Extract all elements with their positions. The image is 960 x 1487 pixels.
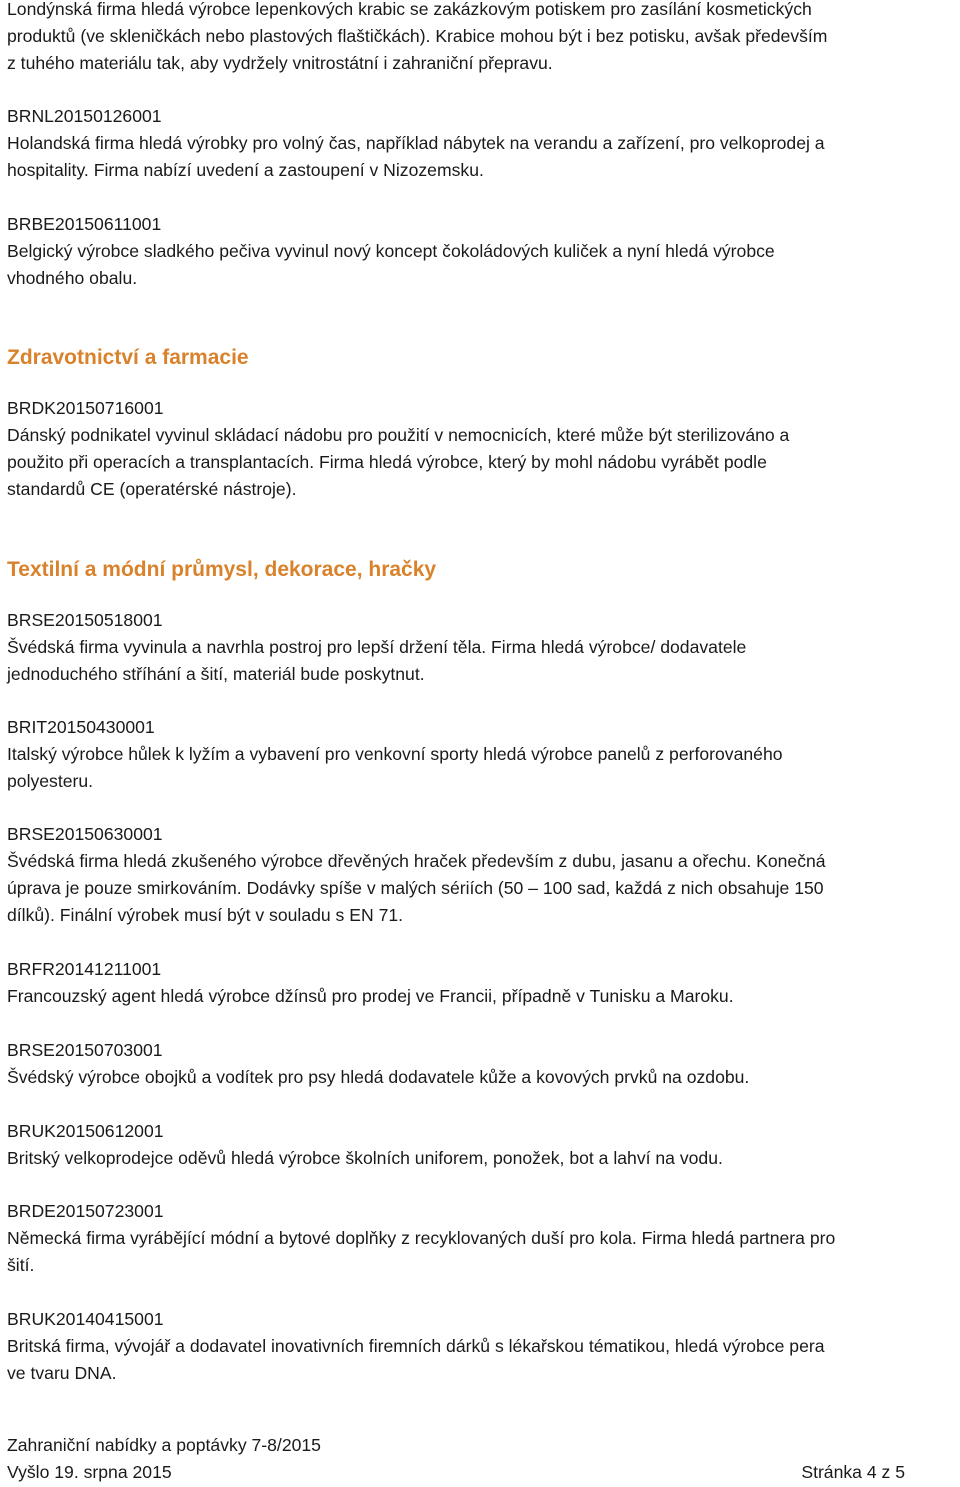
publication-date: Vyšlo 19. srpna 2015 <box>7 1462 172 1482</box>
offer-id: BRUK20150612001 <box>7 1121 164 1141</box>
text-line: jednoduchého stříhání a šití, materiál bude poskytnut. <box>7 664 425 684</box>
text-line: Holandská firma hledá výrobky pro volný čas, například nábytek na verandu a zařízení, pro velkoprodej a <box>7 133 825 153</box>
text-line: použito při operacích a transplantacích. Firma hledá výrobce, který by mohl nádobu vyrábět podle <box>7 452 767 472</box>
offer-entry <box>7 821 957 929</box>
offer-id: BRUK20140415001 <box>7 1309 164 1329</box>
text-line: polyesteru. <box>7 771 94 791</box>
offer-entry <box>7 607 957 688</box>
text-line: vhodného obalu. <box>7 268 138 288</box>
text-line: Britský velkoprodejce oděvů hledá výrobce školních uniforem, ponožek, bot a lahví na vodu. <box>7 1148 723 1168</box>
page-number: Stránka 4 z 5 <box>801 1462 905 1482</box>
offer-id: BRIT20150430001 <box>7 717 155 737</box>
offer-id: BRBE20150611001 <box>7 214 162 234</box>
text-line: Britská firma, vývojář a dodavatel inovativních firemních dárků s lékařskou tématikou, hledá výrobce pera <box>7 1336 825 1356</box>
offer-id: BRSE20150703001 <box>7 1040 163 1060</box>
offer-id: BRDK20150716001 <box>7 398 164 418</box>
text-line: Švédský výrobce obojků a vodítek pro psy hledá dodavatele kůže a kovových prvků na ozdobu. <box>7 1067 750 1087</box>
offer-id: BRSE20150630001 <box>7 824 163 844</box>
text-line: Italský výrobce hůlek k lyžím a vybavení pro venkovní sporty hledá výrobce panelů z perforovaného <box>7 744 783 764</box>
offer-entry <box>7 1118 957 1172</box>
offer-id: BRDE20150723001 <box>7 1201 164 1221</box>
text-line: Belgický výrobce sladkého pečiva vyvinul nový koncept čokoládových kuliček a nyní hledá výrobce <box>7 241 775 261</box>
text-line: šití. <box>7 1255 35 1275</box>
text-line: Francouzský agent hledá výrobce džínsů pro prodej ve Francii, případně v Tunisku a Maroku. <box>7 986 734 1006</box>
text-line: Švédská firma vyvinula a navrhla postroj pro lepší držení těla. Firma hledá výrobce/ dodavatele <box>7 637 747 657</box>
section-heading: Zdravotnictví a farmacie <box>7 346 249 369</box>
text-line: z tuhého materiálu tak, aby vydržely vnitrostátní i zahraniční přepravu. <box>7 53 553 73</box>
offer-entry <box>7 1198 957 1279</box>
text-line: Německá firma vyrábějící módní a bytové doplňky z recyklovaných duší pro kola. Firma hledá partnera pro <box>7 1228 836 1248</box>
text-line: hospitality. Firma nabízí uvedení a zastoupení v Nizozemsku. <box>7 160 484 180</box>
text-line: dílků). Finální výrobek musí být v souladu s EN 71. <box>7 905 404 925</box>
offer-entry <box>7 211 957 292</box>
intro-paragraph <box>7 0 957 77</box>
offer-entry <box>7 714 957 795</box>
text-line: ve tvaru DNA. <box>7 1363 117 1383</box>
text-line: produktů (ve skleničkách nebo plastových flaštičkách). Krabice mohou být i bez potisku, avšak především <box>7 26 828 46</box>
offer-id: BRFR20141211001 <box>7 959 162 979</box>
offer-entry <box>7 956 957 1010</box>
text-line: Švédská firma hledá zkušeného výrobce dřevěných hraček především z dubu, jasanu a ořechu. Konečná <box>7 851 826 871</box>
offer-id: BRSE20150518001 <box>7 610 163 630</box>
section-heading: Textilní a módní průmysl, dekorace, hračky <box>7 558 437 581</box>
text-line: standardů CE (operatérské nástroje). <box>7 479 297 499</box>
footer-title: Zahraniční nabídky a poptávky 7-8/2015 <box>7 1435 321 1455</box>
text-line: úprava je pouze smirkováním. Dodávky spíše v malých sériích (50 – 100 sad, každá z nich obsahuje 150 <box>7 878 824 898</box>
offer-entry <box>7 103 957 184</box>
offer-entry <box>7 1037 957 1091</box>
text-line: Dánský podnikatel vyvinul skládací nádobu pro použití v nemocnicích, které může být sterilizováno a <box>7 425 790 445</box>
text-line: Londýnská firma hledá výrobce lepenkových krabic se zakázkovým potiskem pro zasílání kosmetických <box>7 0 812 19</box>
offer-id: BRNL20150126001 <box>7 106 162 126</box>
offer-entry <box>7 395 957 503</box>
offer-entry <box>7 1306 957 1387</box>
